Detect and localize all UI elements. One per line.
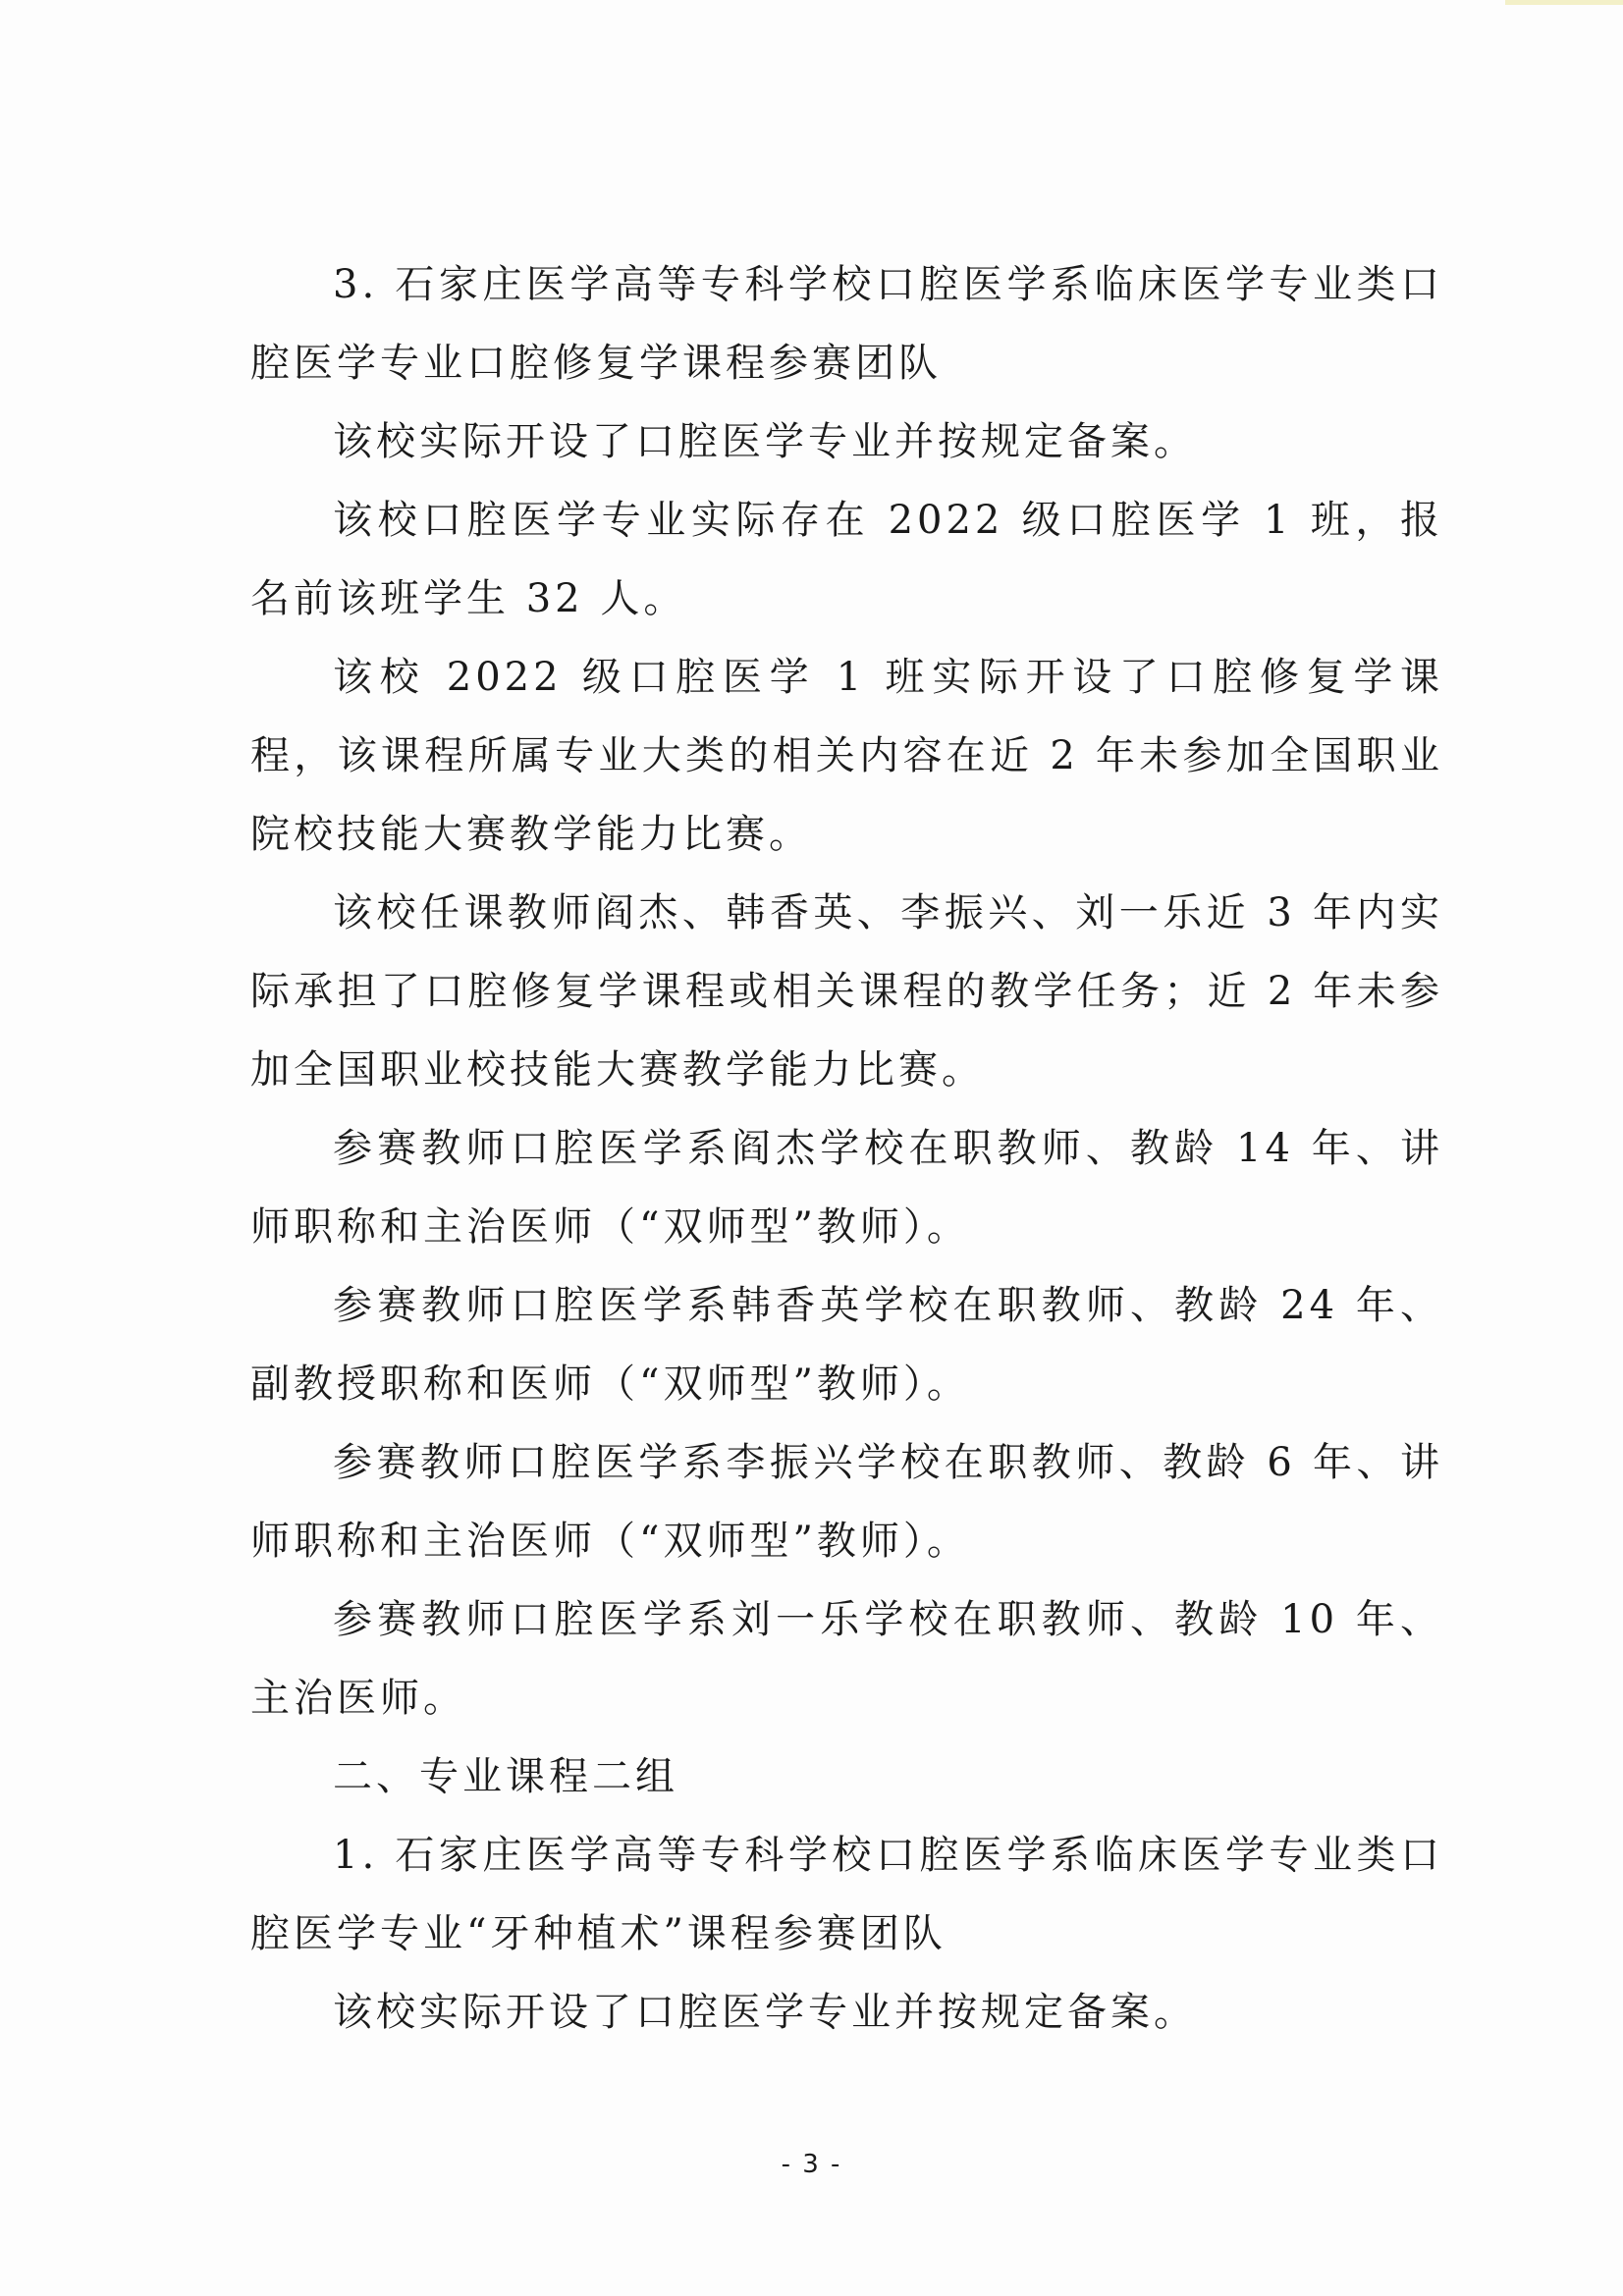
paragraph: 参赛教师口腔医学系阎杰学校在职教师、教龄 14 年、讲师职称和主治医师（“双师型”教师）。 xyxy=(250,1126,1443,1250)
section-heading-3: 3. 石家庄医学高等专科学校口腔医学系临床医学专业类口腔医学专业口腔修复学课程参赛团队 xyxy=(250,262,1443,386)
paragraph: 参赛教师口腔医学系刘一乐学校在职教师、教龄 10 年、主治医师。 xyxy=(250,1597,1443,1721)
scan-corner-mark xyxy=(1505,0,1623,5)
paragraph: 参赛教师口腔医学系韩香英学校在职教师、教龄 24 年、副教授职称和医师（“双师型”教师）。 xyxy=(250,1283,1443,1407)
paragraph: 该校实际开设了口腔医学专业并按规定备案。 xyxy=(333,419,1197,464)
paragraph: 该校口腔医学专业实际存在 2022 级口腔医学 1 班，报名前该班学生 32 人。 xyxy=(250,498,1443,621)
paragraph: 该校任课教师阎杰、韩香英、李振兴、刘一乐近 3 年内实际承担了口腔修复学课程或相关课程的教学任务；近 2 年未参加全国职业校技能大赛教学能力比赛。 xyxy=(250,890,1443,1093)
paragraph: 参赛教师口腔医学系李振兴学校在职教师、教龄 6 年、讲师职称和主治医师（“双师型”教师）。 xyxy=(250,1440,1443,1564)
page-number: - 3 - xyxy=(781,2150,842,2179)
paragraph: 该校 2022 级口腔医学 1 班实际开设了口腔修复学课程，该课程所属专业大类的相关内容在近 2 年未参加全国职业院校技能大赛教学能力比赛。 xyxy=(250,655,1443,857)
paragraph: 该校实际开设了口腔医学专业并按规定备案。 xyxy=(333,1990,1197,2035)
section-heading-group-2: 二、专业课程二组 xyxy=(333,1754,678,1799)
document-body xyxy=(250,245,1443,2052)
section-heading-1: 1. 石家庄医学高等专科学校口腔医学系临床医学专业类口腔医学专业“牙种植术”课程参赛团队 xyxy=(250,1833,1443,1956)
